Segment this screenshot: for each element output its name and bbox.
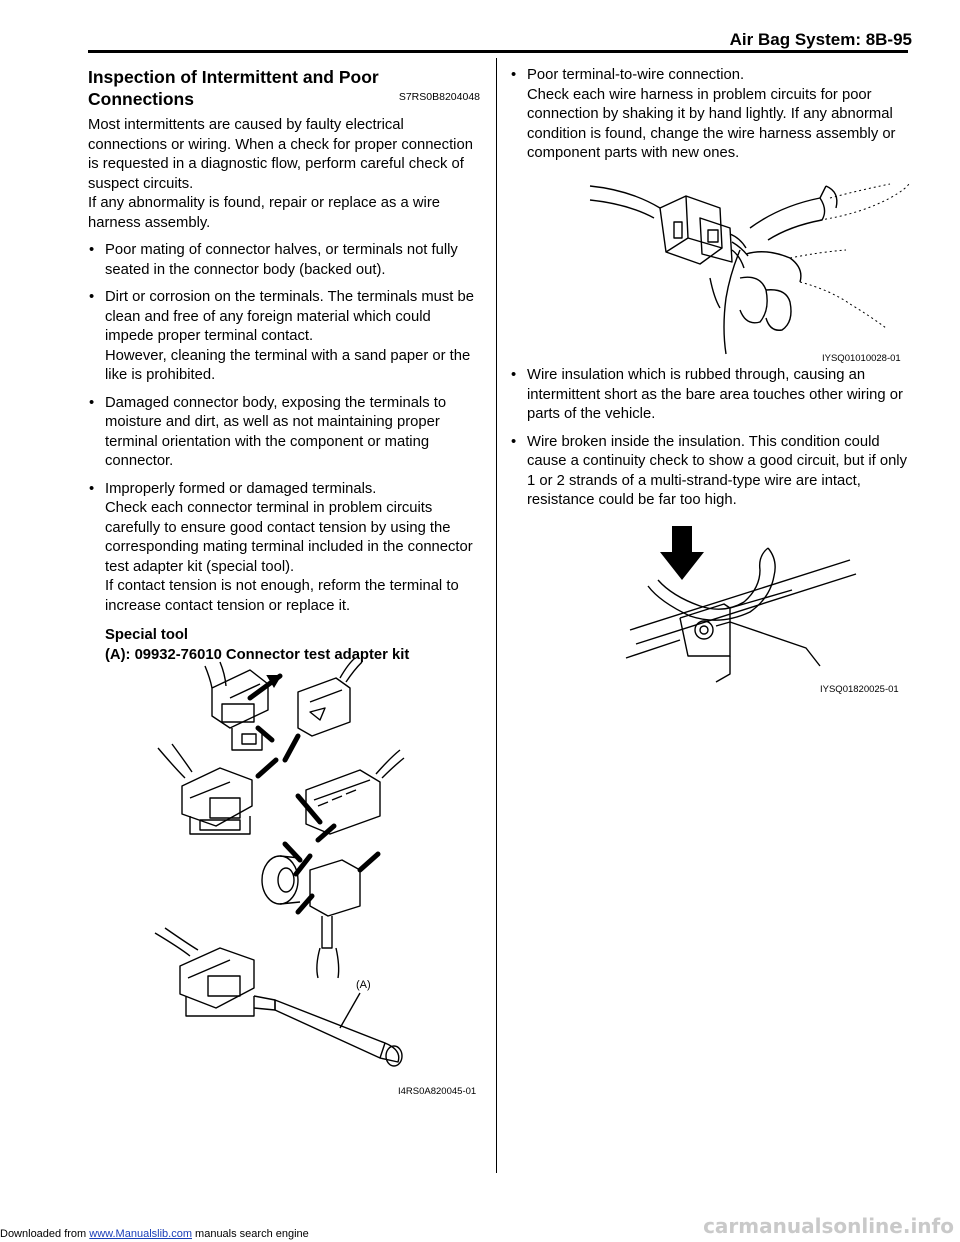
down-arrow-icon [660,526,704,580]
right-column [510,66,910,164]
intro-paragraph: Most intermittents are caused by faulty electrical connections or wiring. When a check for proper connection is requested in a diagnostic flow, perform careful check of suspect circuits. [88,117,473,192]
section-title: Inspection of Intermittent and Poor Connections [88,67,379,109]
bullet-dot: • [511,367,517,383]
intro-paragraph-2: If any abnormality is found, repair or replace as a wire harness assembly. [88,195,441,231]
page-header-title: Air Bag System: 8B-95 [729,30,912,49]
bullet-text: Poor terminal-to-wire connection. [527,67,745,83]
bullet-text: Poor mating of connector halves, or terminals not fully seated in the connector body (backed out). [105,242,458,278]
bullet-text: Wire broken inside the insulation. This condition could cause a continuity check to show a good circuit, but if only 1 or 2 strands of a multi-strand-type wire are intact, resistance could be far too high. [527,433,907,508]
footer [0,1228,309,1240]
figure-id-connectors: I4RS0A820045-01 [398,1086,477,1097]
footer-prefix: Downloaded from [0,1228,90,1240]
bullet-item [510,433,910,511]
footer-suffix: manuals search engine [191,1228,309,1240]
section-heading [88,66,480,110]
special-tool-item: (A): 09932-76010 Connector test adapter kit [105,646,410,663]
bullet-text: Damaged connector body, exposing the terminals to moisture and dirt, as well as not maintaining proper terminal orientation with the component or mating connector. [105,394,447,469]
bullet-item [88,288,480,386]
harness-shake-figure [590,178,910,364]
bullet-text: Improperly formed or damaged terminals. [105,480,377,497]
bullet-dot: • [89,394,95,411]
wire-rub-illustration [620,526,910,698]
footer-link[interactable]: www.Manualslib.com [89,1228,192,1240]
bullet-text: Check each wire harness in problem circuits for poor connection by shaking it by hand lightly. If any abnormal condition is found, change the wire harness assembly or component parts with new ones. [527,86,896,161]
bullet-text: Dirt or corrosion on the terminals. The terminals must be clean and free of any foreign material which could impede proper terminal contact. [105,289,474,344]
bullet-text: If contact tension is not enough, reform the terminal to increase contact tension or replace it. [105,578,459,614]
figure-id-hand-shake: IYSQ01010028-01 [822,353,901,364]
bullet-dot: • [511,67,517,83]
left-column [88,66,480,665]
connector-illustration [150,648,480,1098]
bullet-text: Check each connector terminal in problem circuits carefully to ensure good contact tension by using the corresponding mating terminal included in the connector test adapter kit (special tool). [105,500,473,575]
bullet-dot: • [89,480,95,497]
right-column-lower [510,366,910,511]
bullet-item [88,241,480,280]
bullet-item [510,66,910,164]
section-code: S7RS0B8204048 [398,91,480,103]
column-divider [496,58,497,1173]
special-tool-heading: Special tool [105,627,189,643]
figure-id-wire-rub: IYSQ01820025-01 [820,684,899,695]
bullet-item [88,480,480,617]
tool-label-a: (A) [356,979,371,991]
bullet-dot: • [89,289,95,305]
harness-shake-illustration [590,178,910,364]
bullet-text: Wire insulation which is rubbed through, causing an intermittent short as the bare area touches other wiring or parts of the vehicle. [527,367,903,422]
wire-rub-figure [620,526,910,698]
header-rule [88,50,908,53]
bullet-dot: • [511,433,517,450]
connector-figure [150,648,480,1098]
bullet-text: However, cleaning the terminal with a sand paper or the like is prohibited. [105,347,471,383]
bullet-item [88,394,480,472]
bullet-item [510,366,910,425]
bullet-dot: • [89,242,95,258]
watermark: carmanualsonline.info [703,1214,954,1238]
